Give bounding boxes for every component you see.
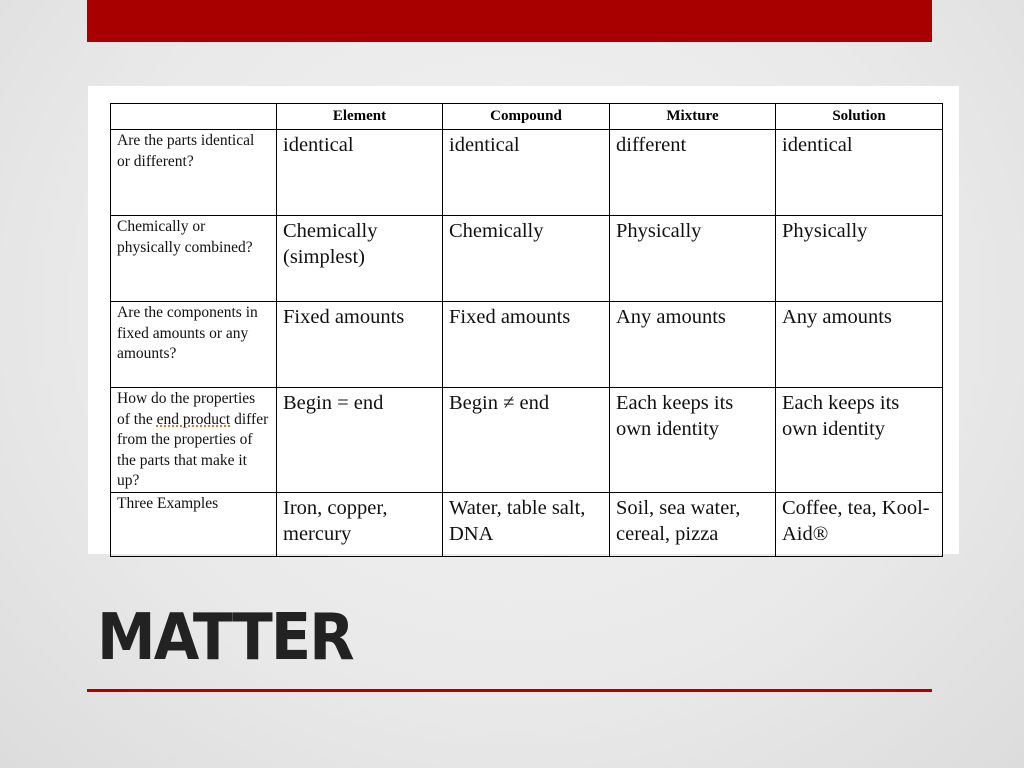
question-text-end: differ from the properties of the parts that make it up? bbox=[117, 410, 269, 489]
question-cell: Three Examples bbox=[111, 493, 277, 557]
answer-cell: identical bbox=[776, 130, 943, 216]
answer-cell: Each keeps its own identity bbox=[610, 388, 776, 493]
question-cell: Are the components in fixed amounts or any amounts? bbox=[111, 302, 277, 388]
answer-cell: Each keeps its own identity bbox=[776, 388, 943, 493]
answer-cell: Physically bbox=[776, 216, 943, 302]
top-accent-bar bbox=[87, 0, 932, 42]
answer-cell: Any amounts bbox=[610, 302, 776, 388]
answer-cell: Physically bbox=[610, 216, 776, 302]
header-mixture: Mixture bbox=[610, 104, 776, 130]
matter-comparison-table bbox=[110, 103, 943, 557]
answer-cell: Chemically bbox=[443, 216, 610, 302]
table-row bbox=[111, 493, 943, 557]
header-solution: Solution bbox=[776, 104, 943, 130]
table-image-panel bbox=[88, 86, 959, 554]
table-row bbox=[111, 388, 943, 493]
answer-cell: identical bbox=[443, 130, 610, 216]
header-corner bbox=[111, 104, 277, 130]
answer-cell: Water, table salt, DNA bbox=[443, 493, 610, 557]
question-text-start: How do the properties of the bbox=[117, 390, 256, 428]
table-row bbox=[111, 302, 943, 388]
slide-title: MATTER bbox=[97, 601, 353, 675]
header-row bbox=[111, 104, 943, 130]
answer-cell: Begin = end bbox=[277, 388, 443, 493]
answer-cell: Coffee, tea, Kool-Aid® bbox=[776, 493, 943, 557]
table-row bbox=[111, 130, 943, 216]
answer-cell: Any amounts bbox=[776, 302, 943, 388]
answer-cell: Chemically (simplest) bbox=[277, 216, 443, 302]
question-cell bbox=[111, 388, 277, 493]
answer-cell: different bbox=[610, 130, 776, 216]
question-cell: Are the parts identical or different? bbox=[111, 130, 277, 216]
answer-cell: Fixed amounts bbox=[277, 302, 443, 388]
answer-cell: Begin ≠ end bbox=[443, 388, 610, 493]
table-row bbox=[111, 216, 943, 302]
answer-cell: Iron, copper, mercury bbox=[277, 493, 443, 557]
question-cell: Chemically or physically combined? bbox=[111, 216, 277, 302]
spellcheck-flagged-text: end product bbox=[156, 410, 231, 428]
title-underline-rule bbox=[87, 689, 932, 692]
header-compound: Compound bbox=[443, 104, 610, 130]
answer-cell: Soil, sea water, cereal, pizza bbox=[610, 493, 776, 557]
answer-cell: identical bbox=[277, 130, 443, 216]
header-element: Element bbox=[277, 104, 443, 130]
answer-cell: Fixed amounts bbox=[443, 302, 610, 388]
